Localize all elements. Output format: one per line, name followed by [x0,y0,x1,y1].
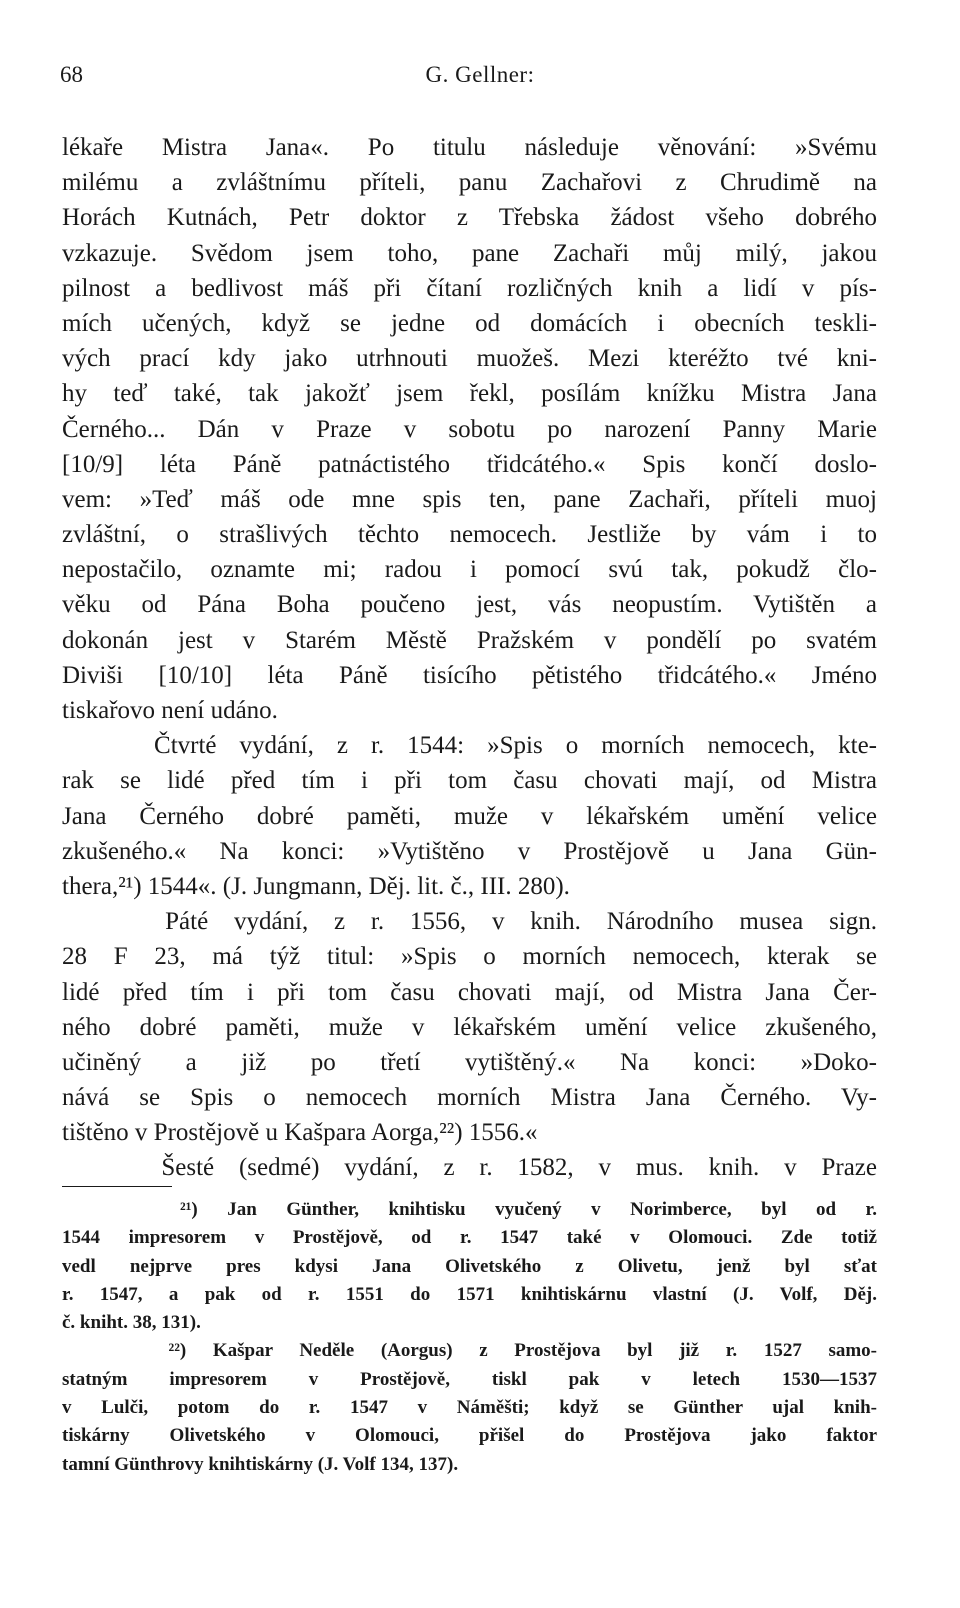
text-line: lidé před tím i při tom času chovati mají, od Mistra Jana Čer- [62,978,877,1006]
text-line: nává se Spis o nemocech morních Mistra Jana Černého. Vy- [62,1084,877,1112]
footnote-line: tamní Günthrovy knihtiskárny (J. Volf 134, 137). [62,1453,459,1475]
footnote-line: č. kniht. 38, 131). [62,1312,201,1334]
text-line: lékaře Mistra Jana«. Po titulu následuje věnování: »Svému [62,134,877,161]
text-line: Diviši [10/10] léta Páně tisícího pětistého třidcátého.« Jméno [62,661,877,689]
text-line: věku od Pána Boha poučeno jest, vás neopustím. Vytištěn a [62,591,877,619]
text-line: rak se lidé před tím i při tom času chovati mají, od Mistra [62,767,877,795]
text-line: milému a zvláštnímu příteli, panu Zachařovi z Chrudimě na [62,169,877,197]
text-line: vých prací kdy jako utrhnouti muožeš. Mezi kteréžto tvé kni- [62,345,877,373]
text-line: Černého... Dán v Praze v sobotu po narození Panny Marie [62,415,877,443]
text-line: ného dobré paměti, muže v lékařském umění velice zkušeného, [62,1013,877,1041]
text-line: vzkazuje. Svědom jsem toho, pane Zachaři můj milý, jakou [62,239,877,267]
footnote-line: vedl nejprve pres kdysi Jana Olivetského z Olivetu, jenž byl sťat [62,1255,877,1277]
text-line: Jana Černého dobré paměti, muže v lékařském umění velice [62,802,877,830]
text-line: dokonán jest v Starém Městě Pražském v pondělí po svatém [62,626,877,654]
text-line: nepostačilo, oznamte mi; radou i pomocí svú tak, pokudž člo- [62,556,877,584]
text-line: 28 F 23, má týž titul: »Spis o morních nemocech, kterak se [62,943,877,971]
footnote-line: ²¹) Jan Günther, knihtisku vyučený v Norimberce, byl od r. [62,1199,877,1220]
footnote-line: r. 1547, a pak od r. 1551 do 1571 knihtiskárnu vlastní (J. Volf, Děj. [62,1283,877,1305]
text-line: zvláštní, o strašlivých těchto nemocech. Jestliže by vám i to [62,521,877,549]
text-line: tiskařovo není udáno. [62,697,278,724]
footnotes [62,1196,877,1479]
running-title: G. Gellner: [425,62,535,87]
page-number: 68 [60,62,83,87]
text-line: vem: »Teď máš ode mne spis ten, pane Zachaři, příteli muoj [62,485,877,513]
text-line: hy teď také, tak jakožť jsem řekl, posílám knížku Mistra Jana [62,380,877,408]
text-line: pilnost a bedlivost máš při čítaní rozličných knih a lidí v pís- [62,274,877,302]
text-line: Horách Kutnách, Petr doktor z Třebska žádost všeho dobrého [62,204,877,232]
footnote-line: ²²) Kašpar Neděle (Aorgus) z Prostějova byl již r. 1527 samo- [62,1340,877,1362]
text-line: [10/9] léta Páně patnáctistého třidcátého.« Spis končí doslo- [62,450,877,478]
text-line: Šesté (sedmé) vydání, z r. 1582, v mus. knih. v Praze [62,1154,877,1182]
text-line: zkušeného.« Na konci: »Vytištěno v Prostějově u Jana Gün- [62,837,877,865]
footnote-divider [62,1186,172,1187]
text-line: thera,²¹) 1544«. (J. Jungmann, Děj. lit. č., III. 280). [62,872,570,900]
text-line: tištěno v Prostějově u Kašpara Aorga,²²) 1556.« [62,1119,538,1147]
text-line: učiněný a již po třetí vytištěný.« Na konci: »Doko- [62,1048,877,1076]
page-header [60,62,880,92]
text-line: Páté vydání, z r. 1556, v knih. Národního musea sign. [62,908,877,936]
footnote-line: statným impresorem v Prostějově, tiskl pak v letech 1530—1537 [62,1368,877,1390]
text-line: Čtvrté vydání, z r. 1544: »Spis o morních nemocech, kte- [62,732,877,760]
footnote-line: tiskárny Olivetského v Olomouci, přišel do Prostějova jako faktor [62,1425,877,1447]
footnote-line: v Lulči, potom do r. 1547 v Náměšti; když se Günther ujal knih- [62,1397,877,1419]
footnote-line: 1544 impresorem v Prostějově, od r. 1547 také v Olomouci. Zde totiž [62,1227,877,1249]
text-line: mích učených, když se jedne od domácích i obecních teskli- [62,309,877,337]
main-text [62,130,877,1186]
